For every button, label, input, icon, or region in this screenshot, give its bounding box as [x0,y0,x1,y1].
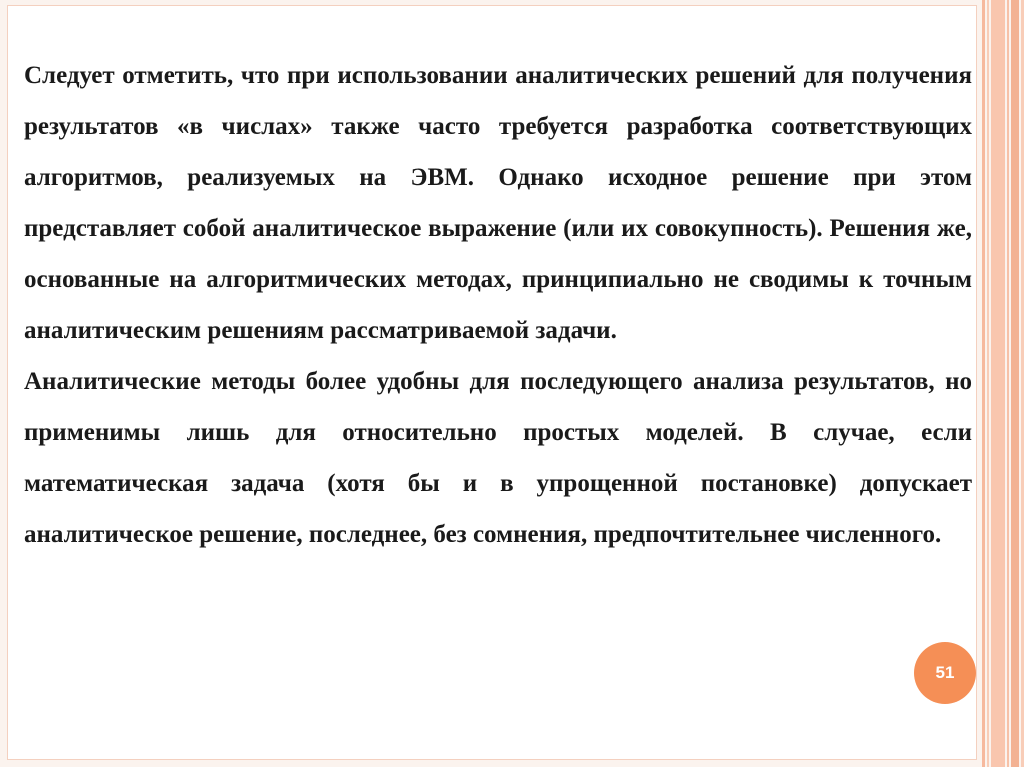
stripe [982,0,985,767]
stripe [987,0,989,767]
page-number-badge: 51 [914,642,976,704]
decorative-side-stripes [982,0,1024,767]
stripe [1007,0,1009,767]
stripe [991,0,1005,767]
slide-body-text [24,50,972,560]
paragraph-1: Следует отметить, что при использовании аналитических решений для получения результатов «в числах» также часто требуется разработка соответствующих алгоритмов, реализуемых на ЭВМ. Однако исходное решение при этом представляет собой аналитическое выражение (или их совокупность). Решения же, основанные на алгоритмических методах, принципиально не сводимы к точным аналитическим решениям рассматриваемой задачи. [24,62,972,344]
stripe [1011,0,1019,767]
paragraph-2: Аналитические методы более удобны для последующего анализа результатов, но применимы лишь для относительно простых моделей. В случае, если математическая задача (хотя бы и в упрощенной постановке) допускает аналитическое решение, последнее, без сомнения, предпочтительнее численного. [24,368,972,548]
